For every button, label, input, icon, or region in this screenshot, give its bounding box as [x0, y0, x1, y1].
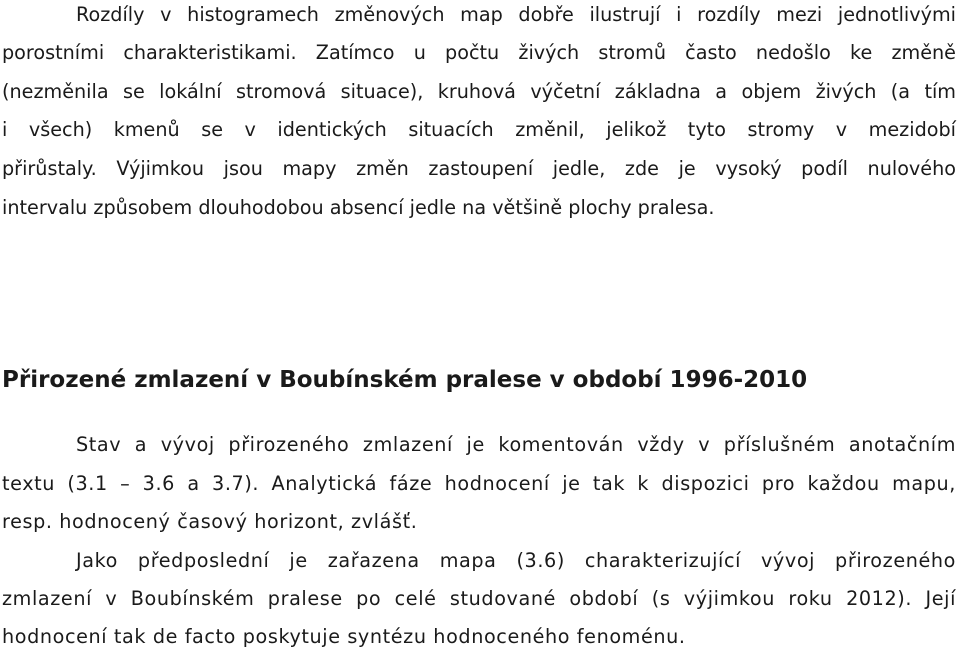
- section-heading: Přirozené zmlazení v Boubínském pralese v období 1996-2010: [2, 367, 808, 393]
- paragraph-line: Stav a vývoj přirozeného zmlazení je komentován vždy v příslušném anotačním: [76, 433, 956, 456]
- paragraph-line: hodnocení tak de facto poskytuje syntézu hodnoceného fenoménu.: [2, 625, 686, 648]
- paragraph-line: i všech) kmenů se v identických situacích změnil, jelikož tyto stromy v mezidobí: [2, 118, 956, 141]
- paragraph-line: intervalu způsobem dlouhodobou absencí jedle na většině plochy pralesa.: [2, 196, 715, 219]
- paragraph-line: Rozdíly v histogramech změnových map dobře ilustrují i rozdíly mezi jednotlivými: [76, 3, 956, 26]
- paragraph-line: porostními charakteristikami. Zatímco u počtu živých stromů často nedošlo ke změně: [2, 41, 956, 64]
- paragraph-line: (nezměnila se lokální stromová situace), kruhová výčetní základna a objem živých (a tím: [2, 80, 956, 103]
- paragraph-line: resp. hodnocený časový horizont, zvlášť.: [2, 510, 418, 533]
- paragraph-line: textu (3.1 – 3.6 a 3.7). Analytická fáze hodnocení je tak k dispozici pro každou mapu,: [2, 472, 956, 495]
- paragraph-line: Jako předposlední je zařazena mapa (3.6) charakterizující vývoj přirozeného: [76, 549, 956, 572]
- paragraph-line: přirůstaly. Výjimkou jsou mapy změn zastoupení jedle, zde je vysoký podíl nulového: [2, 157, 956, 180]
- paragraph-line: zmlazení v Boubínském pralese po celé studované období (s výjimkou roku 2012). Její: [2, 587, 956, 610]
